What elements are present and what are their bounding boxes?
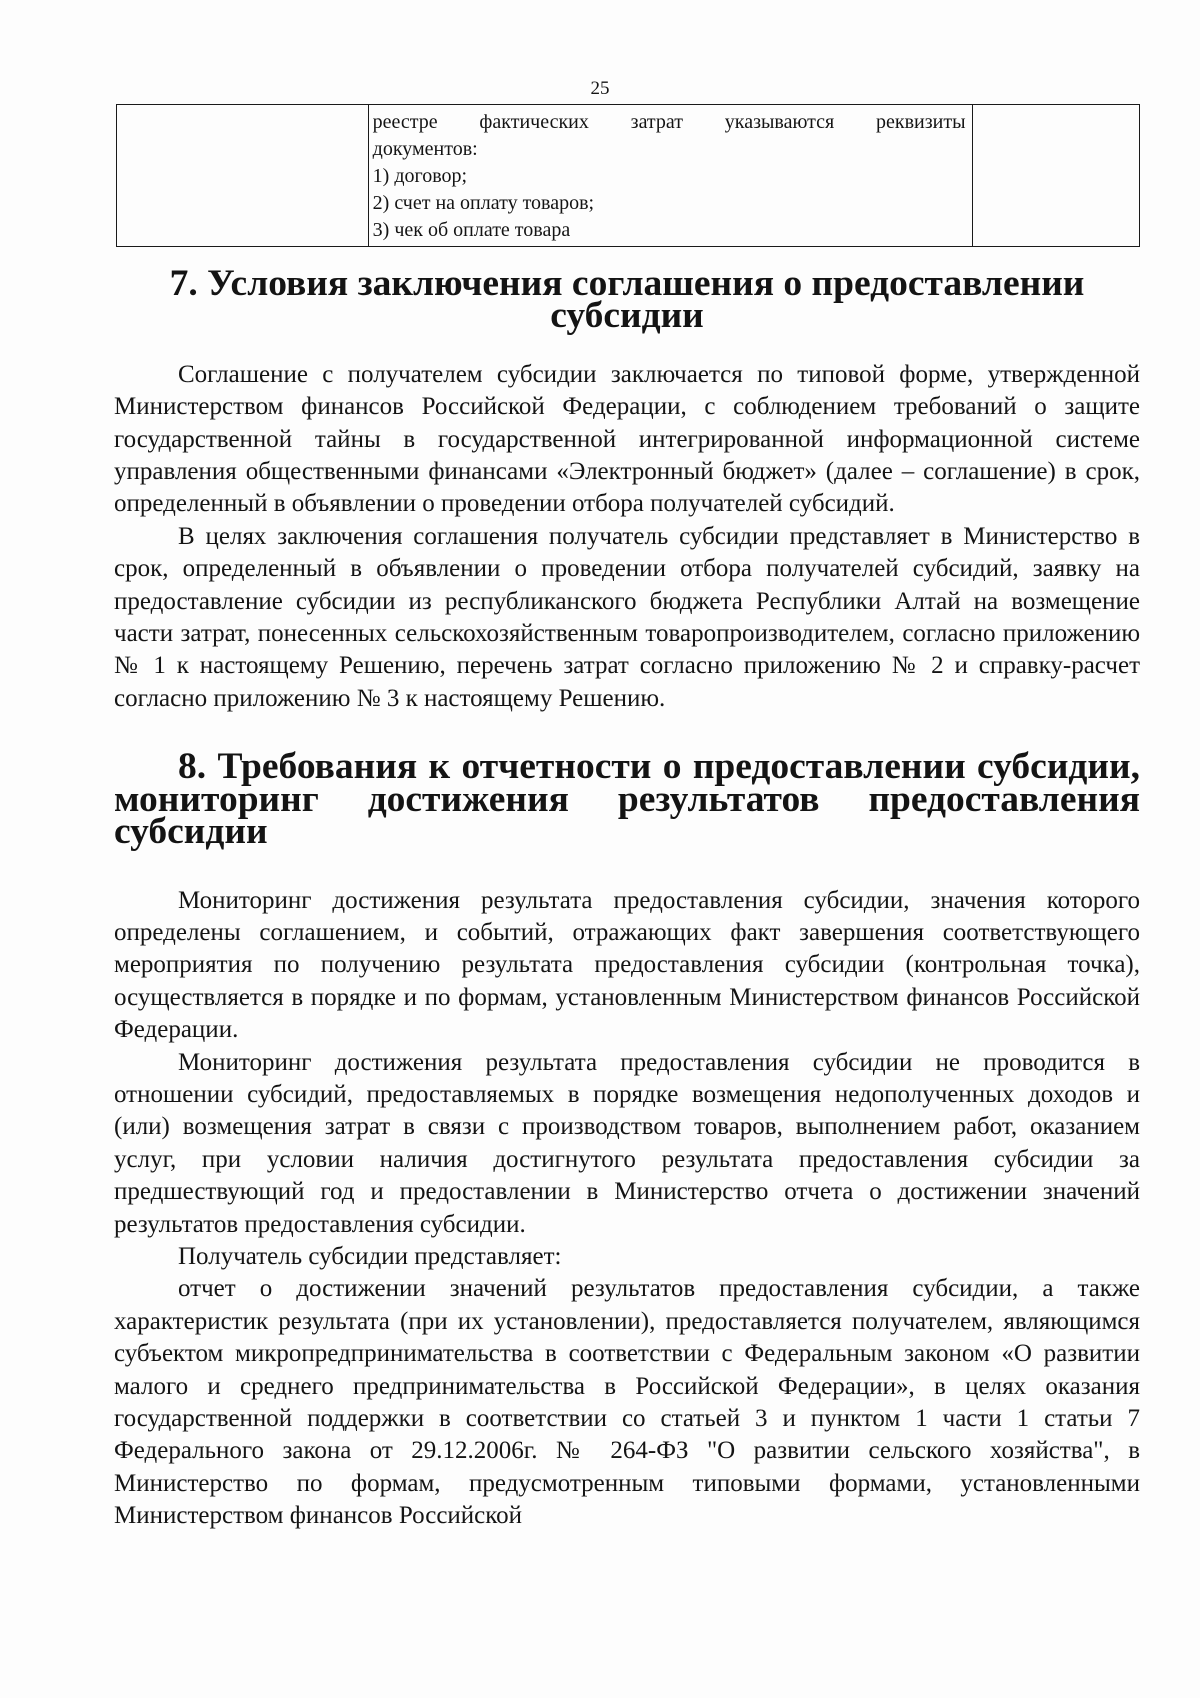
table-cell-line: реестре фактических затрат указываются реквизиты	[372, 111, 966, 133]
table-cell-line: 2) счет на оплату товаров;	[372, 192, 595, 214]
table-cell-requisites	[368, 105, 972, 247]
section-8-paragraph: Мониторинг достижения результата предоставления субсидии не проводится в отношении субсидий, предоставляемых в порядке возмещения недополученных доходов и (или) возмещения затрат в связи с производством товаров, выполнением работ, оказанием услуг, при условии наличия достигнутого результата предоставления субсидии за предшествующий год и предоставлении в Министерство отчета о достижении значений результатов предоставления субсидии.	[114, 1048, 1140, 1238]
page-number: 25	[590, 78, 610, 99]
section-8-paragraph: Мониторинг достижения результата предоставления субсидии, значения которого определены соглашением, и событий, отражающих факт завершения соответствующего мероприятия по получению результата предоставления субсидии (контрольная точка), осуществляется в порядке и по формам, установленным Министерством финансов Российской Федерации.	[114, 886, 1140, 1044]
section-7-paragraph: Соглашение с получателем субсидии заключается по типовой форме, утвержденной Министерством финансов Российской Федерации, с соблюдением требований о защите государственной тайны в государственной интегрированной информационной системе управления общественными финансами «Электронный бюджет» (далее – соглашение) в срок, определенный в объявлении о проведении отбора получателей субсидий.	[114, 360, 1140, 518]
section-8-paragraph: отчет о достижении значений результатов предоставления субсидии, а также характеристик результата (при их установлении), предоставляется получателем, являющимся субъектом микропредпринимательства в соответствии с Федеральным законом «О развитии малого и среднего предпринимательства в Российской Федерации», в целях оказания государственной поддержки в соответствии со статьей 3 и пунктом 1 части 1 статьи 7 Федерального закона от 29.12.2006г. № 264-ФЗ "О развитии сельского хозяйства", в Министерство по формам, предусмотренным типовыми формами, установленными Министерством финансов Российской	[114, 1275, 1140, 1530]
table-cell-line: 3) чек об оплате товара	[372, 219, 571, 241]
section-7-paragraph: В целях заключения соглашения получатель субсидии представляет в Министерство в срок, определенный в объявлении о проведении отбора получателей субсидий, заявку на предоставление субсидии из республиканского бюджета Республики Алтай на возмещение части затрат, понесенных сельскохозяйственным товаропроизводителем, согласно приложению № 1 к настоящему Решению, перечень затрат согласно приложению № 2 и справку-расчет согласно приложению № 3 к настоящему Решению.	[114, 522, 1140, 712]
table-row	[117, 105, 1140, 247]
section-8-paragraph: Получатель субсидии представляет:	[178, 1242, 562, 1270]
document-body	[114, 263, 1140, 1533]
table-cell-empty-right	[972, 105, 1139, 247]
continuation-table	[116, 104, 1140, 247]
table-cell-line: 1) договор;	[372, 165, 468, 187]
table-cell-empty-left	[117, 105, 369, 247]
table-cell-line: документов:	[372, 138, 478, 160]
section-7-heading: 7. Условия заключения соглашения о предоставлении субсидии	[169, 263, 1085, 337]
section-8-heading: 8. Требования к отчетности о предоставлении субсидии, мониторинг достижения результатов предоставления субсидии	[114, 746, 1140, 853]
